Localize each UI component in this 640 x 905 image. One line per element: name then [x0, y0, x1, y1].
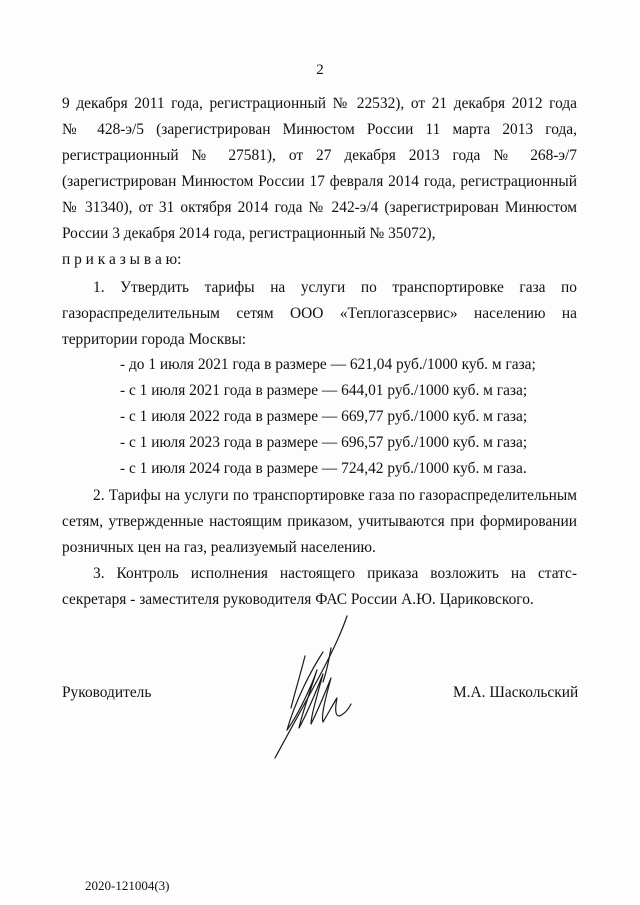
item-1-line: территории города Москвы:	[62, 331, 247, 348]
preamble-line: № 31340), от 31 октября 2014 года № 242-э/4 (зарегистрирован Минюстом	[62, 199, 577, 216]
signatory-position: Руководитель	[62, 684, 152, 701]
tariff-item: - до 1 июля 2021 года в размере — 621,04 руб./1000 куб. м газа;	[120, 356, 536, 373]
signatory-name: М.А. Шаскольский	[453, 684, 579, 701]
item-1-line: 1. Утвердить тарифы на услуги по транспортировке газа по	[93, 279, 577, 296]
item-1-line: газораспределительным сетям ООО «Теплогазсервис» населению на	[62, 305, 577, 322]
item-2-line: сетям, утвержденные настоящим приказом, учитываются при формировании	[62, 513, 577, 530]
item-3-line: секретаря - заместителя руководителя ФАС России А.Ю. Цариковского.	[62, 591, 534, 608]
preamble-line: (зарегистрирован Минюстом России 17 февраля 2014 года, регистрационный	[62, 173, 577, 190]
preamble-line: № 428-э/5 (зарегистрирован Минюстом России 11 марта 2013 года,	[62, 121, 577, 138]
tariff-item: - с 1 июля 2024 года в размере — 724,42 руб./1000 куб. м газа.	[120, 460, 527, 477]
preamble-line: России 3 декабря 2014 года, регистрационный № 35072),	[62, 225, 436, 242]
page-number: 2	[316, 62, 324, 78]
item-2-line: 2. Тарифы на услуги по транспортировке газа по газораспределительным	[93, 487, 577, 504]
tariff-item: - с 1 июля 2023 года в размере — 696,57 руб./1000 куб. м газа;	[120, 434, 528, 451]
document-code: 2020-121004(3)	[85, 878, 170, 893]
preamble-line: 9 декабря 2011 года, регистрационный № 22532), от 21 декабря 2012 года	[62, 95, 577, 112]
tariff-item: - с 1 июля 2021 года в размере — 644,01 руб./1000 куб. м газа;	[120, 382, 528, 399]
handwritten-signature	[265, 612, 365, 762]
tariff-item: - с 1 июля 2022 года в размере — 669,77 руб./1000 куб. м газа;	[120, 408, 528, 425]
item-3-line: 3. Контроль исполнения настоящего приказа возложить на статс-	[93, 565, 577, 582]
item-2-line: розничных цен на газ, реализуемый населению.	[62, 539, 376, 556]
preamble-line: регистрационный № 27581), от 27 декабря 2013 года № 268-э/7	[62, 147, 577, 164]
order-word: п р и к а з ы в а ю:	[62, 251, 182, 268]
